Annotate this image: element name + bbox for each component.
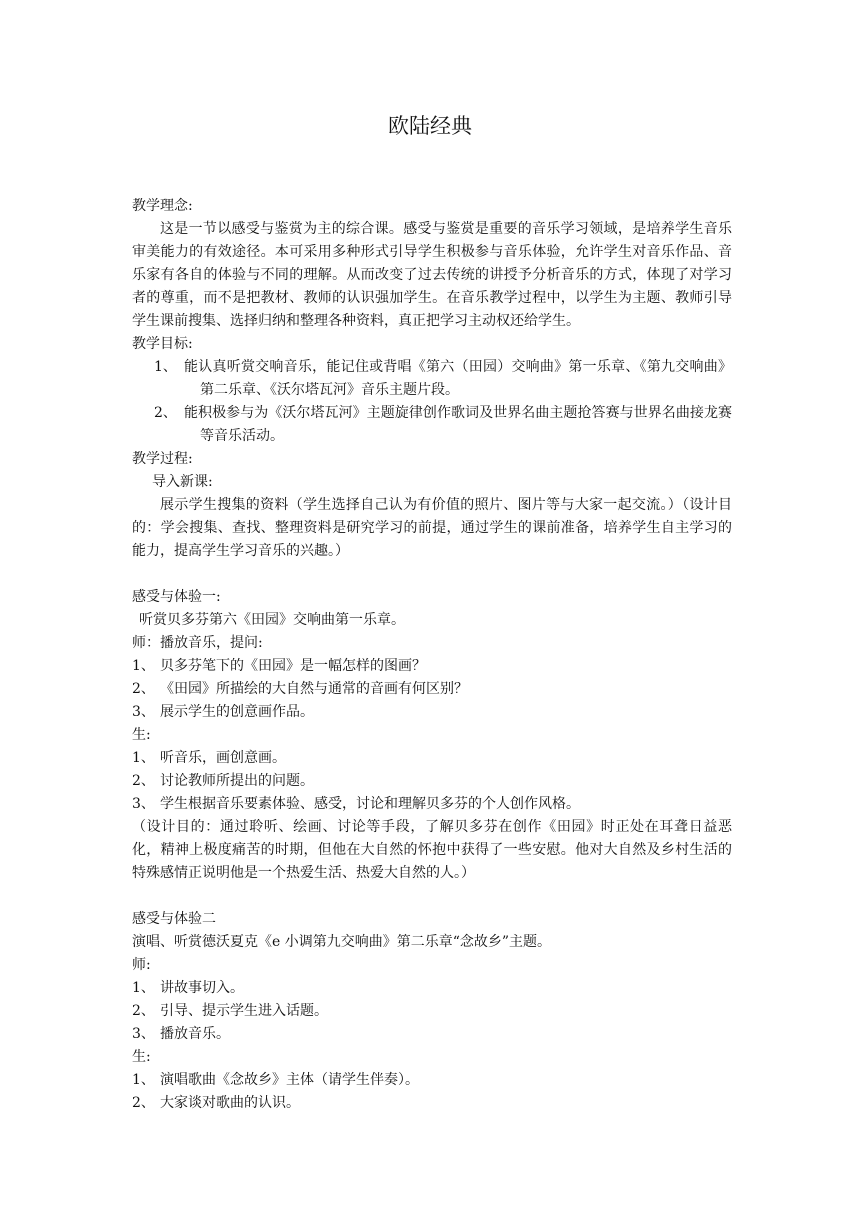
list-item-text: 展示学生的创意画作品。 [160,704,314,720]
process-heading: 教学过程: [132,451,193,467]
experience-one-subtitle: 听赏贝多芬第六《田园》交响曲第一乐章。 [139,612,405,628]
list-item-number: 3、 [132,704,155,720]
list-item-text: 《田园》所描绘的大自然与通常的音画有何区别？ [160,681,468,697]
page-title: 欧陆经典 [388,114,472,138]
list-item-number: 1、 [132,1072,155,1088]
list-item-text: 播放音乐。 [160,1026,230,1042]
intro-paragraph: 展示学生搜集的资料（学生选择自己认为有价值的照片、图片等与大家一起交流。）（设计目的：学会搜集、查找、整理资料是研究学习的前提，通过学生的课前准备，培养学生自主学习的能力，提高学生学习音乐的兴趣。） [132,497,732,559]
experience-two-subtitle: 演唱、听赏德沃夏克《e 小调第九交响曲》第二乐章“念故乡”主题。 [132,934,552,950]
list-item-number: 3、 [132,1026,155,1042]
experience-two-student-label: 生: [132,1049,151,1065]
list-item [132,1069,732,1092]
concept-heading: 教学理念: [132,198,193,214]
spacer [132,563,732,586]
list-item-number: 3、 [132,796,155,812]
list-item [132,678,732,701]
goal-item-number: 1、 [154,359,177,375]
intro-heading: 导入新课: [152,474,213,490]
list-item [132,770,732,793]
goal-item-text: 能积极参与为《沃尔塔瓦河》主题旋律创作歌词及世界名曲主题抢答赛与世界名曲接龙赛等音乐活动。 [184,405,732,444]
list-item-number: 2、 [132,773,155,789]
experience-one-heading: 感受与体验一: [132,589,221,605]
goal-item [132,356,732,402]
experience-two-heading: 感受与体验二 [132,911,216,927]
goals-heading: 教学目标: [132,336,193,352]
list-item-number: 2、 [132,681,155,697]
list-item [132,655,732,678]
list-item [132,1000,732,1023]
list-item-text: 大家谈对歌曲的认识。 [160,1095,300,1111]
list-item [132,701,732,724]
list-item-text: 引导、提示学生进入话题。 [160,1003,328,1019]
experience-one-teacher-label: 师：播放音乐，提问: [132,635,263,651]
concept-paragraph: 这是一节以感受与鉴赏为主的综合课。感受与鉴赏是重要的音乐学习领域，是培养学生音乐审美能力的有效途径。本可采用多种形式引导学生积极参与音乐体验，允许学生对音乐作品、音乐家有各自的体验与不同的理解。从而改变了过去传统的讲授予分析音乐的方式，体现了对学习者的尊重，而不是把教材、教师的认识强加学生。在音乐教学过程中，以学生为主题、教师引导学生课前搜集、选择归纳和整理各种资料，真正把学习主动权还给学生。 [132,221,732,329]
spacer [132,885,732,908]
list-item-text: 讨论教师所提出的问题。 [160,773,314,789]
list-item-number: 2、 [132,1095,155,1111]
goal-item-number: 2、 [154,405,177,421]
experience-two-teacher-label: 师: [132,957,151,973]
experience-one-design-note: （设计目的：通过聆听、绘画、讨论等手段，了解贝多芬在创作《田园》时正处在耳聋日益恶化，精神上极度痛苦的时期，但他在大自然的怀抱中获得了一些安慰。他对大自然及乡村生活的特殊感情正说明他是一个热爱生活、热爱大自然的人。） [132,819,732,881]
list-item-number: 1、 [132,980,155,996]
list-item-text: 听音乐，画创意画。 [160,750,286,766]
document-body [132,195,732,1115]
list-item [132,977,732,1000]
goal-item-text: 能认真听赏交响音乐，能记住或背唱《第六（田园）交响曲》第一乐章、《第九交响曲》第二乐章、《沃尔塔瓦河》音乐主题片段。 [184,359,732,398]
list-item [132,793,732,816]
goal-item [132,402,732,448]
list-item-text: 贝多芬笔下的《田园》是一幅怎样的图画？ [160,658,426,674]
list-item-text: 演唱歌曲《念故乡》主体（请学生伴奏）。 [160,1072,419,1088]
list-item-number: 1、 [132,750,155,766]
list-item [132,1023,732,1046]
list-item-number: 2、 [132,1003,155,1019]
list-item [132,747,732,770]
list-item [132,1092,732,1115]
list-item-number: 1、 [132,658,155,674]
list-item-text: 讲故事切入。 [160,980,244,996]
experience-one-student-label: 生: [132,727,151,743]
list-item-text: 学生根据音乐要素体验、感受，讨论和理解贝多芬的个人创作风格。 [160,796,580,812]
